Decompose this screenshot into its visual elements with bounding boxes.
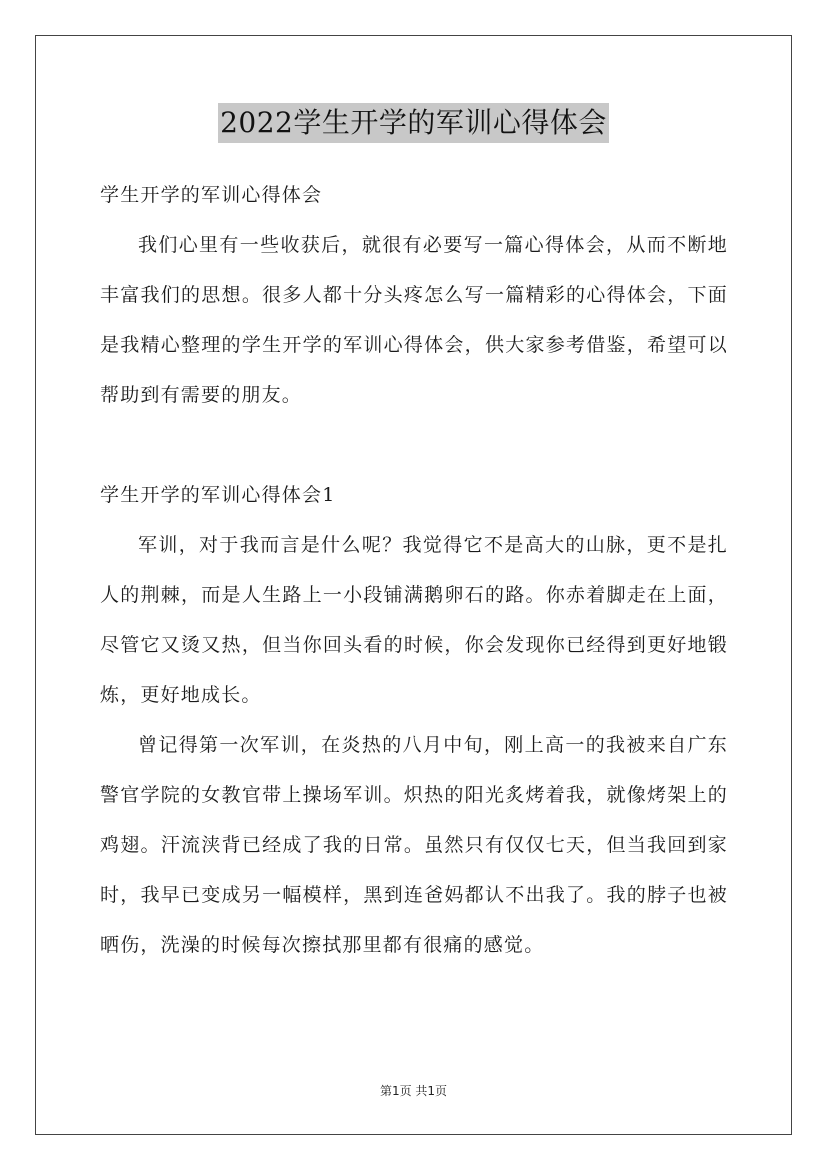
document-title: 2022学生开学的军训心得体会 (218, 103, 609, 143)
document-subtitle: 学生开学的军训心得体会 (100, 184, 323, 206)
document-body (100, 170, 728, 970)
intro-paragraph: 我们心里有一些收获后，就很有必要写一篇心得体会，从而不断地丰富我们的思想。很多人都十分头疼怎么写一篇精彩的心得体会，下面是我精心整理的学生开学的军训心得体会，供大家参考借鉴，希望可以帮助到有需要的朋友。 (100, 234, 728, 406)
title-container (0, 103, 827, 143)
section-heading: 学生开学的军训心得体会1 (100, 484, 336, 506)
body-paragraph: 曾记得第一次军训，在炎热的八月中旬，刚上高一的我被来自广东警官学院的女教官带上操场军训。炽热的阳光炙烤着我，就像烤架上的鸡翅。汗流浃背已经成了我的日常。虽然只有仅仅七天，但当我回到家时，我早已变成另一幅模样，黑到连爸妈都认不出我了。我的脖子也被晒伤，洗澡的时候每次擦拭那里都有很痛的感觉。 (100, 734, 728, 956)
section-spacer (100, 420, 728, 470)
page-footer: 第1页 共1页 (379, 1084, 448, 1098)
body-paragraph: 军训，对于我而言是什么呢？我觉得它不是高大的山脉，更不是扎人的荆棘，而是人生路上一小段铺满鹅卵石的路。你赤着脚走在上面，尽管它又烫又热，但当你回头看的时候，你会发现你已经得到更好地锻炼，更好地成长。 (100, 534, 728, 706)
